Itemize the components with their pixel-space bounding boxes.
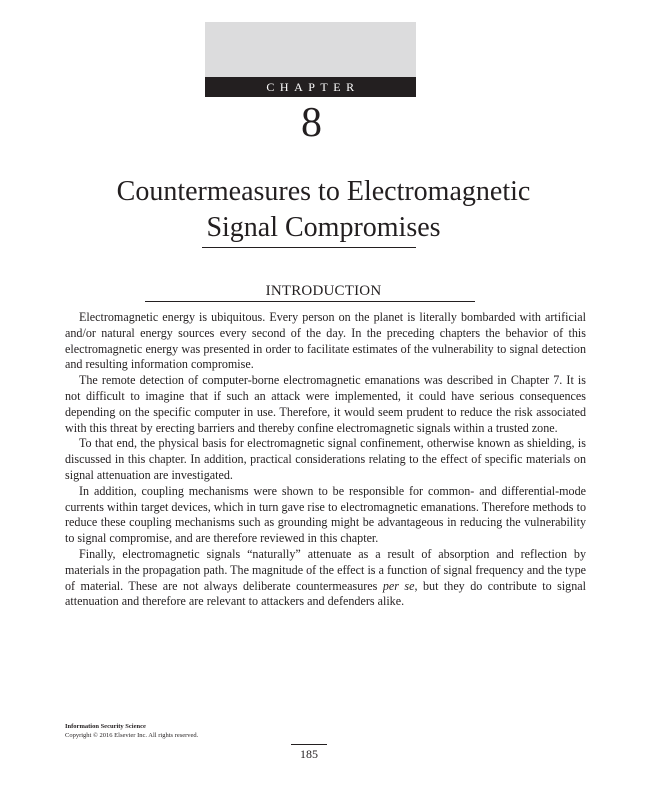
paragraph: The remote detection of computer-borne electromagnetic emanations was described in Chapter 7. It is not difficult to imagine that if such an attack were implemented, it could have serious consequences depending on the specific computer in use. Therefore, it would seem prudent to reduce the risk associated with this threat by erecting barriers and thereby confine electromagnetic signals within a trusted zone. — [65, 373, 586, 435]
paragraph: In addition, coupling mechanisms were shown to be responsible for common- and differential-mode currents within target devices, which in turn gave rise to electromagnetic emanations. Therefore methods to reduce these coupling mechanisms such as grounding might be advantageous in reducing the vulnerability to signal compromise, and are therefore reviewed in this chapter. — [65, 483, 586, 546]
page-number: 185 — [300, 747, 318, 761]
title-divider — [202, 247, 416, 248]
paragraph-text: Finally, electromagnetic signals “naturally” attenuate as a result of absorption and reflection by materials in the propagation path. The magnitude of the effect is a function of signal frequency and the type of material. These are not always deliberate countermeasures — [65, 546, 586, 593]
section-heading: INTRODUCTION — [265, 283, 382, 299]
body-text — [65, 310, 586, 610]
italic-term: per se — [382, 578, 415, 593]
footer-book-title: Information Security Science — [65, 723, 146, 730]
paragraph — [65, 547, 586, 610]
paragraph: Electromagnetic energy is ubiquitous. Every person on the planet is literally bombarded with artificial and/or natural energy sources every second of the day. In the preceding chapters the behavior of this electromagnetic energy was presented in order to facilitate estimates of the vulnerability to signal detection and resulting information compromise. — [65, 310, 586, 372]
chapter-label: CHAPTER — [205, 77, 416, 97]
chapter-title-line-2: Signal Compromises — [206, 212, 441, 243]
chapter-header-box — [205, 22, 416, 97]
chapter-title-line-1: Countermeasures to Electromagnetic — [116, 176, 531, 207]
footer-copyright: Copyright © 2016 Elsevier Inc. All rights reserved. — [65, 732, 199, 739]
chapter-number: 8 — [301, 100, 322, 146]
paragraph-text: , but they do contribute to signal attenuation and therefore are relevant to attackers and defenders alike. — [65, 578, 587, 609]
chapter-title — [40, 174, 607, 246]
paragraph: To that end, the physical basis for electromagnetic signal confinement, otherwise known as shielding, is discussed in this chapter. In addition, practical considerations relating to the effect of specific materials on signal attenuation are investigated. — [65, 436, 586, 482]
page-number-divider — [291, 744, 327, 745]
section-divider — [145, 301, 475, 302]
